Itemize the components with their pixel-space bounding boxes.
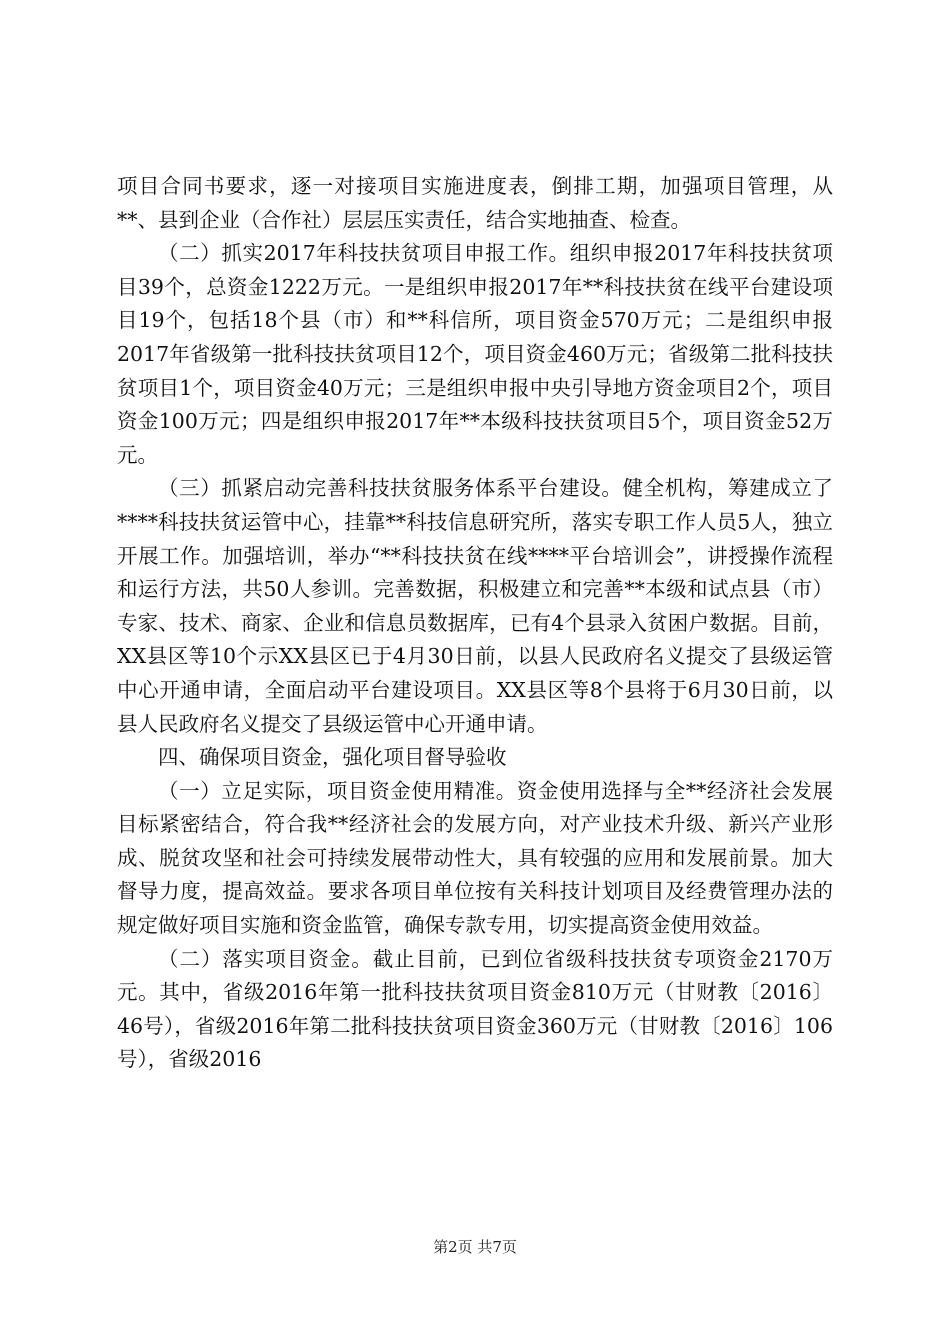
paragraph-section-2-2: （二）抓实2017年科技扶贫项目申报工作。组织申报2017年科技扶贫项目39个，总资金1222万元。一是组织申报2017年**科技扶贫在线平台建设项目19个，包括18个县（市）和**科信所，项目资金570万元；二是组织申报2017年省级第一批科技扶贫项目12个，项目资金460万元；省级第二批科技扶贫项目1个，项目资金40万元；三是组织申报中央引导地方资金项目2个，项目资金100万元；四是组织申报2017年**本级科技扶贫项目5个，项目资金52万元。: [117, 241, 833, 467]
page-number-footer: 第2页 共7页: [433, 1238, 517, 1256]
paragraph-section-2-3: （三）抓紧启动完善科技扶贫服务体系平台建设。健全机构，筹建成立了****科技扶贫运管中心，挂靠**科技信息研究所，落实专职工作人员5人，独立开展工作。加强培训，举办“**科技扶贫在线****平台培训会”，讲授操作流程和运行方法，共50人参训。完善数据，积极建立和完善**本级和试点县（市）专家、技术、商家、企业和信息员数据库，已有4个县录入贫困户数据。目前，XX县区等10个示XX县区已于4月30日前，以县人民政府名义提交了县级运管中心开通申请，全面启动平台建设项目。XX县区等8个县将于6月30日前，以县人民政府名义提交了县级运管中心开通申请。: [117, 476, 833, 736]
paragraph-continuation: 项目合同书要求，逐一对接项目实施进度表，倒排工期，加强项目管理，从**、县到企业（合作社）层层压实责任，结合实地抽查、检查。: [117, 174, 833, 232]
paragraph-section-4-1: （一）立足实际，项目资金使用精准。资金使用选择与全**经济社会发展目标紧密结合，符合我**经济社会的发展方向，对产业技术升级、新兴产业形成、脱贫攻坚和社会可持续发展带动性大，具有较强的应用和发展前景。加大督导力度，提高效益。要求各项目单位按有关科技计划项目及经费管理办法的规定做好项目实施和资金监管，确保专款专用，切实提高资金使用效益。: [117, 778, 833, 938]
document-body: [117, 170, 833, 1077]
section-heading-4: 四、确保项目资金，强化项目督导验收: [158, 745, 507, 770]
paragraph-section-4-2: （二）落实项目资金。截止目前，已到位省级科技扶贫专项资金2170万元。其中，省级2016年第一批科技扶贫项目资金810万元（甘财教〔2016〕46号），省级2016年第二批科技扶贫项目资金360万元（甘财教〔2016〕106号），省级2016: [117, 946, 833, 1072]
